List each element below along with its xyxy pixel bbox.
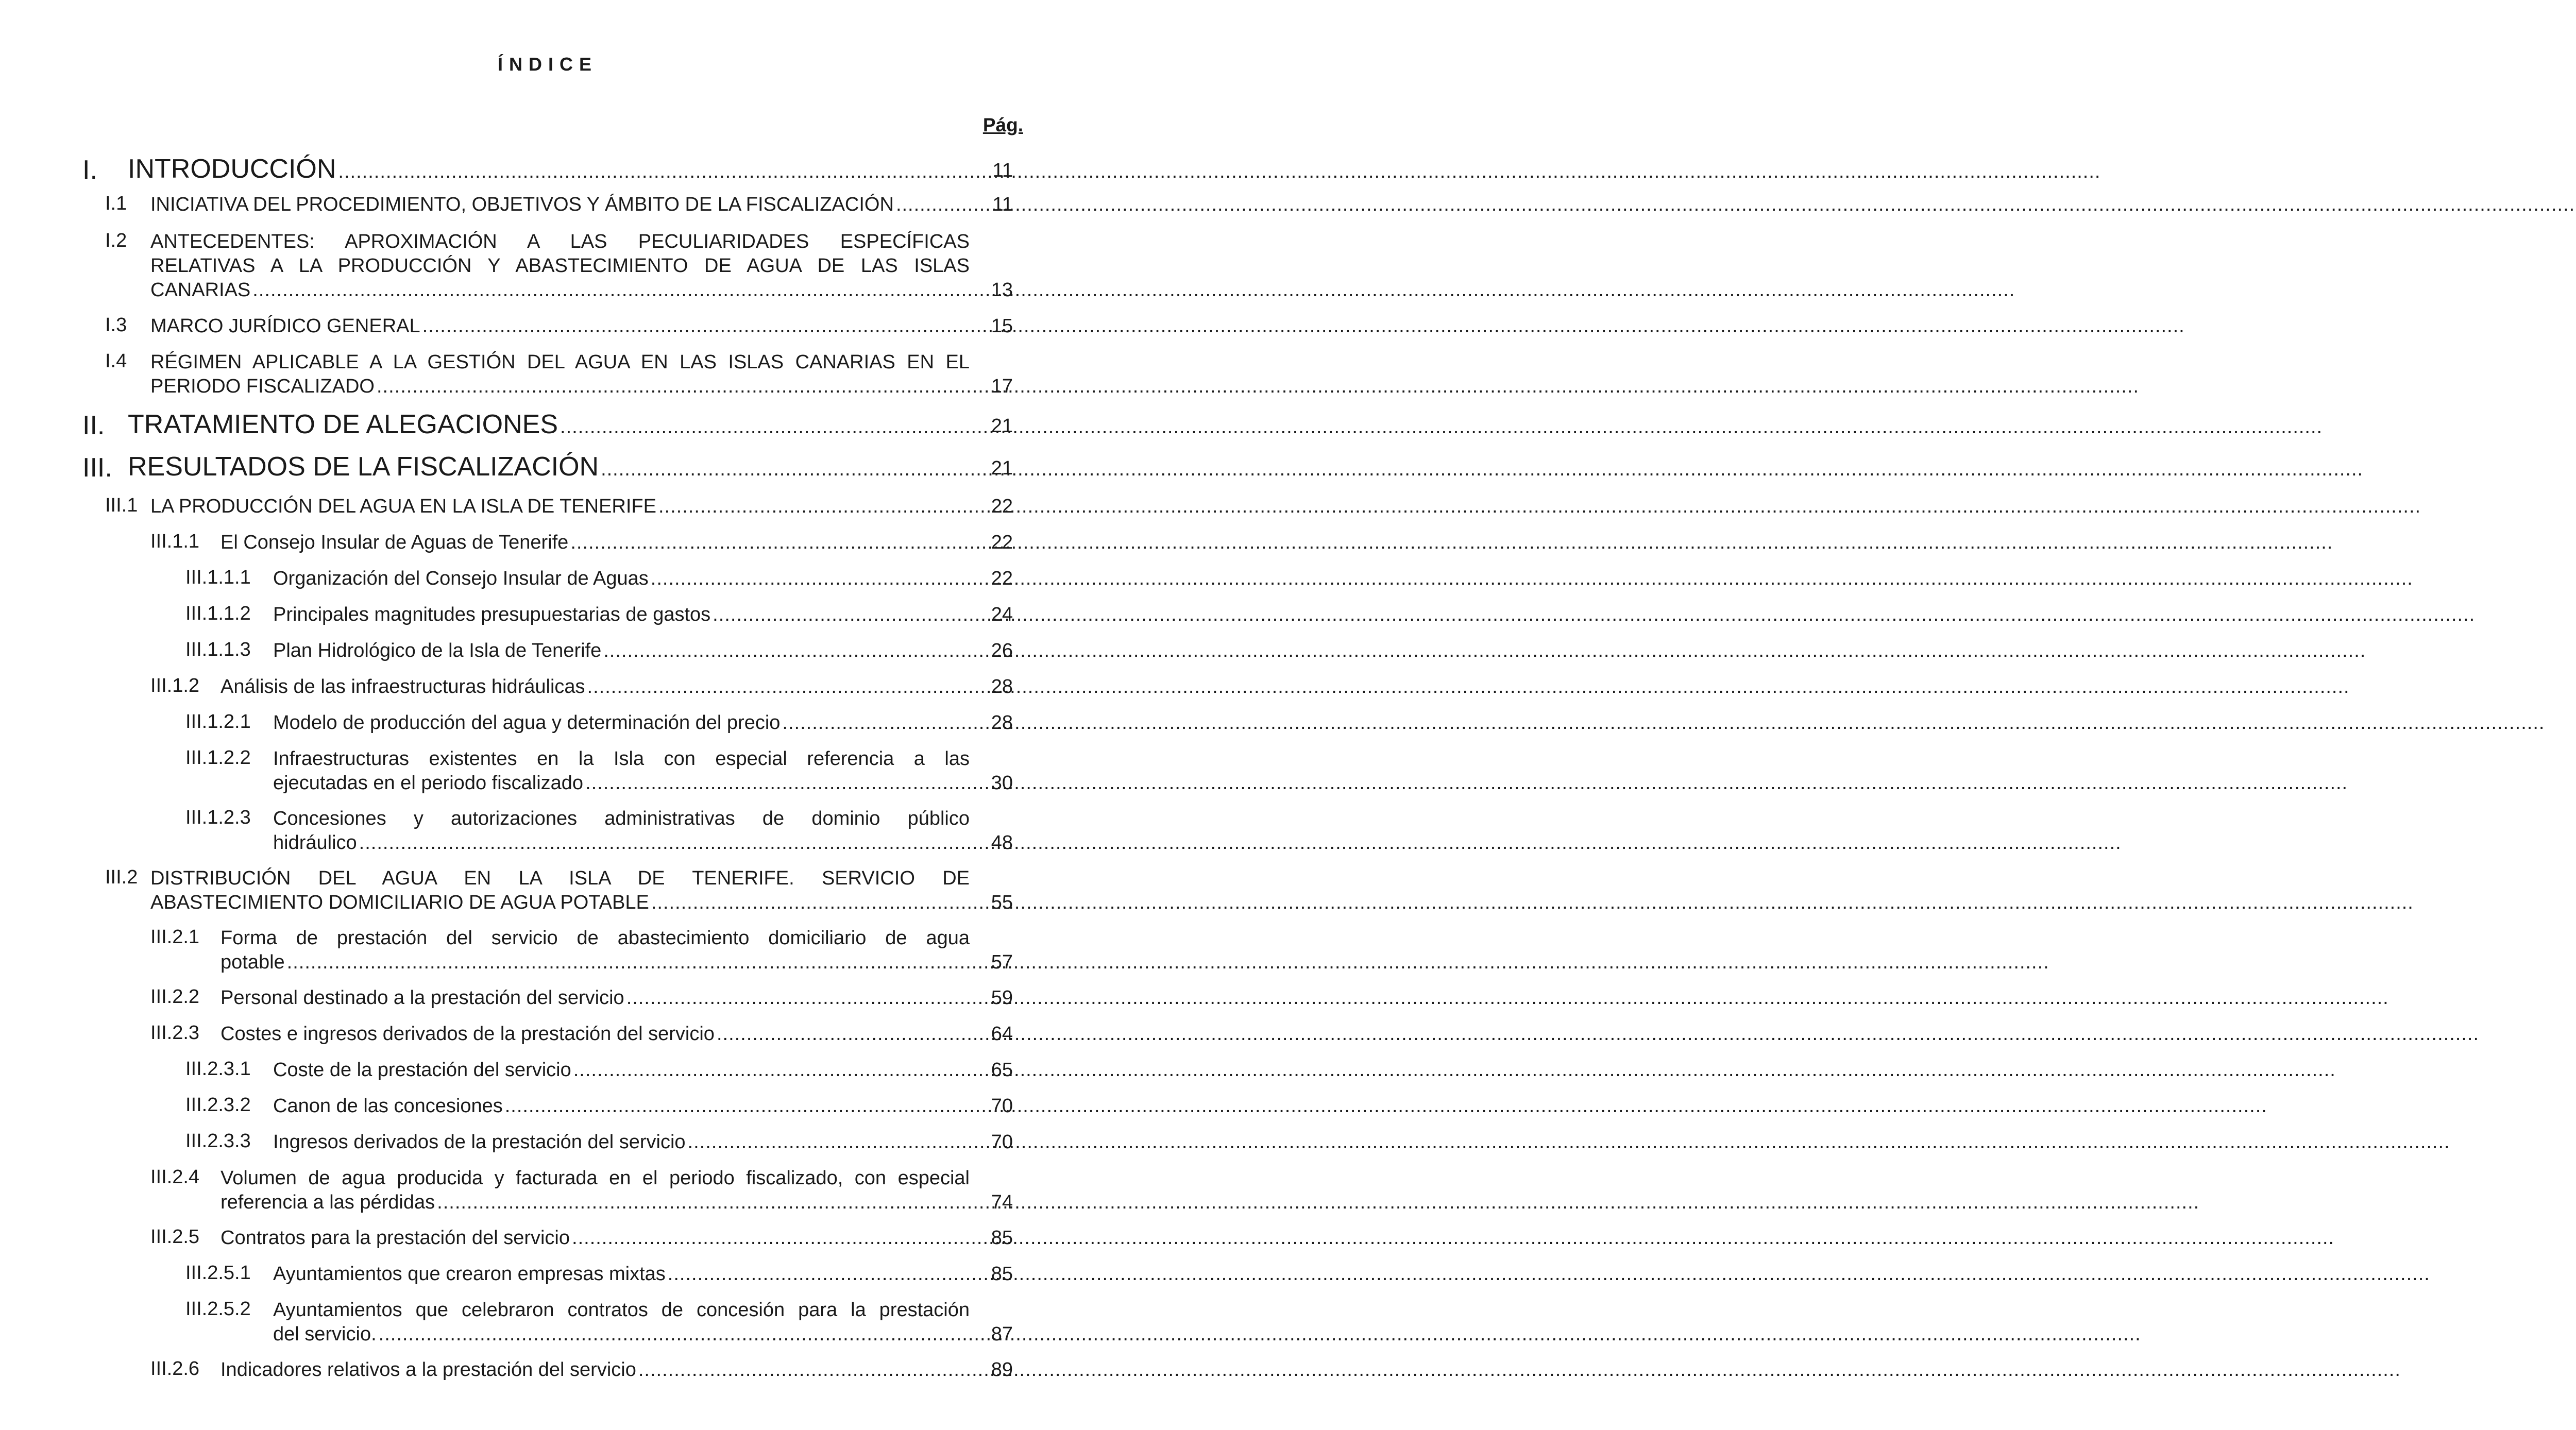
dot-leader xyxy=(638,1358,2401,1382)
toc-entry-page: 70 xyxy=(991,1095,1013,1117)
dot-leader xyxy=(573,1058,2336,1082)
dot-leader xyxy=(651,567,2413,591)
dot-leader xyxy=(560,413,2323,441)
dot-leader xyxy=(896,193,2576,217)
toc-entry-title: Canon de las concesiones ..... xyxy=(273,1094,970,1118)
toc-entry-number: III.2.4 xyxy=(150,1166,200,1188)
toc-entry-number: III.2.3.3 xyxy=(185,1130,251,1152)
toc-entry-title: Personal destinado a la prestación del servicio ..... xyxy=(221,986,970,1010)
toc-entry-number: III.1.1 xyxy=(150,531,200,552)
toc-entry-number: III.1.2 xyxy=(150,675,200,696)
toc-entry-title: Análisis de las infraestructuras hidráulicas ..... xyxy=(221,675,970,699)
toc-entry-number: III.1 xyxy=(105,495,138,516)
toc-entry-page: 22 xyxy=(991,568,1013,589)
toc-entry-number: III.2.5.1 xyxy=(185,1262,251,1284)
toc-entry-title: El Consejo Insular de Aguas de Tenerife ..... xyxy=(221,531,970,555)
toc-entry-number: I.4 xyxy=(105,350,127,372)
toc-entry-number: III.1.1.3 xyxy=(185,639,251,660)
toc-entry-page: 74 xyxy=(991,1191,1013,1213)
toc-entry-title: Volumen de agua producida y facturada en el periodo fiscalizado, con especial referencia a las pérdidas ..... xyxy=(221,1166,970,1215)
toc-entry-page: 59 xyxy=(991,987,1013,1009)
page-column-header: Pág. xyxy=(982,114,1023,135)
toc-entry-title: ANTECEDENTES: APROXIMACIÓN A LAS PECULIARIDADES ESPECÍFICAS RELATIVAS A LA PRODUCCIÓN Y ABASTECIMIENTO DE AGUA DE LAS ISLAS CANARIAS ..... xyxy=(150,230,970,302)
toc-entry-page: 26 xyxy=(991,640,1013,661)
toc-entry-title: Ayuntamientos que crearon empresas mixtas ..... xyxy=(273,1262,970,1286)
toc-entry-number: I. xyxy=(82,155,97,185)
toc-entry-number: I.1 xyxy=(105,193,127,214)
toc-entry-title: Indicadores relativos a la prestación del servicio ..... xyxy=(221,1358,970,1382)
toc-entry-title: Plan Hidrológico de la Isla de Tenerife ..... xyxy=(273,639,970,663)
dot-leader xyxy=(379,1322,2141,1347)
toc-entry-page: 15 xyxy=(991,315,1013,337)
toc-entry-page: 55 xyxy=(991,892,1013,913)
toc-entry-page: 48 xyxy=(991,832,1013,854)
toc-entry-page: 85 xyxy=(991,1263,1013,1285)
toc-entry-title: TRATAMIENTO DE ALEGACIONES ..... xyxy=(128,410,970,439)
dot-leader xyxy=(585,771,2348,795)
dot-leader xyxy=(505,1094,2267,1118)
toc-entry-number: III.2.6 xyxy=(150,1358,200,1380)
dot-leader xyxy=(658,495,2421,519)
toc-entry-title: LA PRODUCCIÓN DEL AGUA EN LA ISLA DE TENERIFE ..... xyxy=(150,495,970,519)
toc-entry-title: INICIATIVA DEL PROCEDIMIENTO, OBJETIVOS Y ÁMBITO DE LA FISCALIZACIÓN ..... xyxy=(150,193,970,217)
toc-entry-title: Principales magnitudes presupuestarias de gastos ..... xyxy=(273,603,970,627)
toc-entry-page: 28 xyxy=(991,676,1013,697)
toc-entry-number: III.2.5.2 xyxy=(185,1298,251,1320)
toc-entry-page: 22 xyxy=(991,496,1013,517)
dot-leader xyxy=(570,531,2333,555)
toc-entry-page: 65 xyxy=(991,1059,1013,1081)
dot-leader xyxy=(287,950,2049,975)
toc-entry-number: III.2 xyxy=(105,866,138,888)
toc-entry-page: 28 xyxy=(991,712,1013,734)
toc-entry-number: I.2 xyxy=(105,230,127,251)
dot-leader xyxy=(252,278,2015,302)
dot-leader xyxy=(587,675,2350,699)
toc-entry-title: Ayuntamientos que celebraron contratos de concesión para la prestación del servicio. ..... xyxy=(273,1298,970,1347)
toc-entry-title: Concesiones y autorizaciones administrativas de dominio público hidráulico ..... xyxy=(273,807,970,855)
toc-entry-number: III.2.3.1 xyxy=(185,1058,251,1080)
toc-entry-title: RESULTADOS DE LA FISCALIZACIÓN ..... xyxy=(128,452,970,481)
toc-entry-title: Costes e ingresos derivados de la prestación del servicio ..... xyxy=(221,1022,970,1046)
toc-entry-title: Modelo de producción del agua y determinación del precio ..... xyxy=(273,711,970,735)
toc-entry-title: Contratos para la prestación del servicio ..... xyxy=(221,1226,970,1250)
toc-entry-page: 13 xyxy=(991,279,1013,301)
toc-entry-page: 89 xyxy=(991,1359,1013,1381)
toc-entry-page: 22 xyxy=(991,532,1013,553)
dot-leader xyxy=(668,1262,2430,1286)
toc-entry-number: III.2.2 xyxy=(150,986,200,1008)
toc-entry-page: 64 xyxy=(991,1023,1013,1045)
dot-leader xyxy=(603,639,2366,663)
dot-leader xyxy=(359,831,2122,855)
toc-entry-title: Forma de prestación del servicio de abastecimiento domiciliario de agua potable ..... xyxy=(221,926,970,975)
toc-entry-number: III.2.3.2 xyxy=(185,1094,251,1116)
toc-entry-title: RÉGIMEN APLICABLE A LA GESTIÓN DEL AGUA EN LAS ISLAS CANARIAS EN EL PERIODO FISCALIZADO ..... xyxy=(150,350,970,399)
dot-leader xyxy=(422,314,2185,338)
toc-entry-title: MARCO JURÍDICO GENERAL ..... xyxy=(150,314,970,338)
dot-leader xyxy=(688,1130,2450,1154)
dot-leader xyxy=(601,455,2363,484)
toc-entry-page: 30 xyxy=(991,772,1013,794)
toc-entry-number: II. xyxy=(82,411,105,440)
toc-entry-page: 87 xyxy=(991,1323,1013,1345)
dot-leader xyxy=(338,157,2100,186)
dot-leader xyxy=(782,711,2545,735)
toc-entry-title: Ingresos derivados de la prestación del servicio ..... xyxy=(273,1130,970,1154)
dot-leader xyxy=(626,986,2389,1010)
toc-entry-page: 21 xyxy=(991,457,1013,479)
toc-entry-number: III.1.2.1 xyxy=(185,711,251,733)
toc-entry-number: III.2.1 xyxy=(150,926,200,948)
dot-leader xyxy=(651,891,2414,915)
toc-entry-number: III.1.2.2 xyxy=(185,747,251,769)
dot-leader xyxy=(437,1190,2199,1215)
toc-entry-title: Coste de la prestación del servicio ..... xyxy=(273,1058,970,1082)
toc-entry-title: Infraestructuras existentes en la Isla con especial referencia a las ejecutadas en el periodo fiscalizado ..... xyxy=(273,747,970,795)
toc-entry-page: 11 xyxy=(992,160,1013,181)
toc-entry-title: DISTRIBUCIÓN DEL AGUA EN LA ISLA DE TENERIFE. SERVICIO DE ABASTECIMIENTO DOMICILIARIO DE AGUA POTABLE ..... xyxy=(150,866,970,915)
toc-entry-title: Organización del Consejo Insular de Aguas ..... xyxy=(273,567,970,591)
toc-entry-page: 70 xyxy=(991,1131,1013,1153)
toc-entry-number: III.1.2.3 xyxy=(185,807,251,828)
toc-entry-number: III. xyxy=(82,453,112,483)
toc-entry-page: 57 xyxy=(991,951,1013,973)
dot-leader xyxy=(572,1226,2334,1250)
toc-entry-number: III.2.3 xyxy=(150,1022,200,1044)
toc-entry-page: 21 xyxy=(991,415,1013,437)
toc-entry-page: 11 xyxy=(992,194,1013,215)
dot-leader xyxy=(377,374,2139,399)
toc-entry-number: III.1.1.1 xyxy=(185,567,251,588)
toc-entry-number: III.2.5 xyxy=(150,1226,200,1248)
toc-entry-page: 85 xyxy=(991,1227,1013,1249)
toc-entry-page: 24 xyxy=(991,604,1013,625)
toc-entry-number: I.3 xyxy=(105,314,127,336)
toc-entry-title: INTRODUCCIÓN ..... xyxy=(128,155,970,183)
toc-entry-page: 17 xyxy=(991,376,1013,397)
toc-entry-number: III.1.1.2 xyxy=(185,603,251,624)
document-title: ÍNDICE xyxy=(497,54,598,75)
